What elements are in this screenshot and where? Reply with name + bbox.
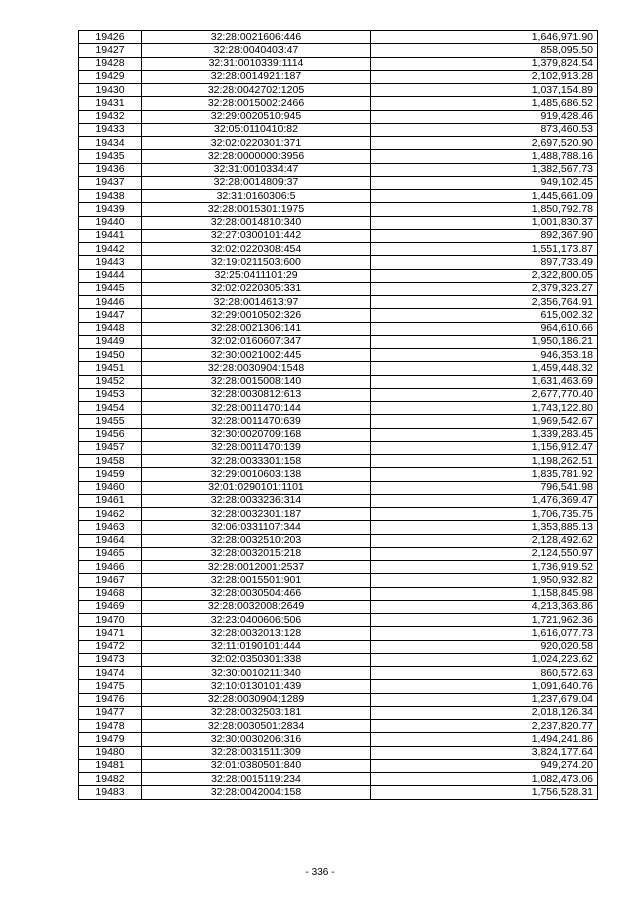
cadastral-number-cell: 32:28:0015008:140 <box>142 375 371 388</box>
row-number-cell: 19459 <box>79 468 142 481</box>
row-number-cell: 19470 <box>79 614 142 627</box>
cadastral-value-cell: 1,037,154.89 <box>371 84 598 97</box>
cadastral-number-cell: 32:01:0380501:840 <box>142 759 371 772</box>
table-row <box>79 547 598 560</box>
cadastral-number-cell: 32:28:0030812:613 <box>142 388 371 401</box>
cadastral-number-cell: 32:28:0040403:47 <box>142 44 371 57</box>
table-row <box>79 110 598 123</box>
cadastral-value-cell: 1,198,262.51 <box>371 455 598 468</box>
cadastral-number-cell: 32:28:0021306:141 <box>142 322 371 335</box>
cadastral-value-cell: 796,541.98 <box>371 481 598 494</box>
cadastral-value-cell: 1,485,686.52 <box>371 97 598 110</box>
cadastral-number-cell: 32:28:0011470:139 <box>142 441 371 454</box>
cadastral-value-cell: 1,756,528.31 <box>371 786 598 799</box>
row-number-cell: 19460 <box>79 481 142 494</box>
row-number-cell: 19426 <box>79 31 142 44</box>
table-row <box>79 84 598 97</box>
row-number-cell: 19450 <box>79 349 142 362</box>
row-number-cell: 19463 <box>79 521 142 534</box>
cadastral-value-cell: 1,445,661.09 <box>371 190 598 203</box>
cadastral-number-cell: 32:25:0411101:29 <box>142 269 371 282</box>
cadastral-number-cell: 32:31:0160306:5 <box>142 190 371 203</box>
cadastral-number-cell: 32:27:0300101:442 <box>142 229 371 242</box>
table-row <box>79 680 598 693</box>
table-row <box>79 375 598 388</box>
row-number-cell: 19454 <box>79 402 142 415</box>
row-number-cell: 19427 <box>79 44 142 57</box>
cadastral-value-cell: 2,128,492.62 <box>371 534 598 547</box>
row-number-cell: 19480 <box>79 746 142 759</box>
cadastral-value-cell: 1,706,735.75 <box>371 508 598 521</box>
cadastral-number-cell: 32:31:0010339:1114 <box>142 57 371 70</box>
table-row <box>79 335 598 348</box>
cadastral-value-cell: 2,379,323.27 <box>371 282 598 295</box>
row-number-cell: 19453 <box>79 388 142 401</box>
cadastral-value-cell: 1,850,792.78 <box>371 203 598 216</box>
table-row <box>79 521 598 534</box>
row-number-cell: 19451 <box>79 362 142 375</box>
row-number-cell: 19447 <box>79 309 142 322</box>
table-row <box>79 296 598 309</box>
cadastral-value-cell: 964,610.66 <box>371 322 598 335</box>
row-number-cell: 19474 <box>79 667 142 680</box>
row-number-cell: 19443 <box>79 256 142 269</box>
cadastral-value-cell: 1,459,448.32 <box>371 362 598 375</box>
cadastral-number-cell: 32:28:0014921:187 <box>142 70 371 83</box>
row-number-cell: 19433 <box>79 123 142 136</box>
row-number-cell: 19431 <box>79 97 142 110</box>
row-number-cell: 19436 <box>79 163 142 176</box>
table-row <box>79 653 598 666</box>
table-row <box>79 600 598 613</box>
table-row <box>79 455 598 468</box>
cadastral-number-cell: 32:28:0014809:37 <box>142 176 371 189</box>
cadastral-number-cell: 32:02:0220305:331 <box>142 282 371 295</box>
row-number-cell: 19473 <box>79 653 142 666</box>
table-row <box>79 137 598 150</box>
cadastral-value-cell: 1,736,919.52 <box>371 561 598 574</box>
row-number-cell: 19482 <box>79 773 142 786</box>
table-row <box>79 349 598 362</box>
table-row <box>79 269 598 282</box>
cadastral-number-cell: 32:06:0331107:344 <box>142 521 371 534</box>
cadastral-value-cell: 873,460.53 <box>371 123 598 136</box>
cadastral-number-cell: 32:02:0220301:371 <box>142 137 371 150</box>
table-row <box>79 203 598 216</box>
table-row <box>79 402 598 415</box>
row-number-cell: 19428 <box>79 57 142 70</box>
table-row <box>79 468 598 481</box>
cadastral-value-table <box>78 30 598 800</box>
row-number-cell: 19438 <box>79 190 142 203</box>
table-row <box>79 561 598 574</box>
cadastral-number-cell: 32:28:0033236:314 <box>142 494 371 507</box>
cadastral-number-cell: 32:28:0042702:1205 <box>142 84 371 97</box>
table-row <box>79 163 598 176</box>
cadastral-value-cell: 1,353,885.13 <box>371 521 598 534</box>
cadastral-value-cell: 949,274.20 <box>371 759 598 772</box>
cadastral-number-cell: 32:28:0032008:2649 <box>142 600 371 613</box>
cadastral-value-cell: 1,721,962.36 <box>371 614 598 627</box>
cadastral-value-cell: 2,322,800.05 <box>371 269 598 282</box>
cadastral-value-cell: 4,213,363.86 <box>371 600 598 613</box>
row-number-cell: 19430 <box>79 84 142 97</box>
row-number-cell: 19434 <box>79 137 142 150</box>
table-row <box>79 534 598 547</box>
cadastral-number-cell: 32:28:0032301:187 <box>142 508 371 521</box>
cadastral-number-cell: 32:28:0000000:3956 <box>142 150 371 163</box>
table-row <box>79 627 598 640</box>
table-row <box>79 256 598 269</box>
cadastral-number-cell: 32:28:0032015:218 <box>142 547 371 560</box>
cadastral-value-cell: 1,082,473.06 <box>371 773 598 786</box>
cadastral-value-cell: 2,677,770.40 <box>371 388 598 401</box>
page-number: - 336 - <box>305 867 335 878</box>
cadastral-value-cell: 1,488,788.16 <box>371 150 598 163</box>
table-row <box>79 282 598 295</box>
row-number-cell: 19469 <box>79 600 142 613</box>
table-row <box>79 640 598 653</box>
table-row <box>79 309 598 322</box>
table-row <box>79 322 598 335</box>
cadastral-value-cell: 2,018,126.34 <box>371 706 598 719</box>
cadastral-value-cell: 1,631,463.69 <box>371 375 598 388</box>
table-row <box>79 31 598 44</box>
row-number-cell: 19465 <box>79 547 142 560</box>
table-row <box>79 70 598 83</box>
table-row <box>79 415 598 428</box>
table-row <box>79 773 598 786</box>
table-row <box>79 362 598 375</box>
cadastral-number-cell: 32:28:0032503:181 <box>142 706 371 719</box>
cadastral-value-cell: 892,367.90 <box>371 229 598 242</box>
cadastral-value-cell: 1,950,186.21 <box>371 335 598 348</box>
row-number-cell: 19461 <box>79 494 142 507</box>
row-number-cell: 19444 <box>79 269 142 282</box>
row-number-cell: 19441 <box>79 229 142 242</box>
cadastral-number-cell: 32:28:0033301:158 <box>142 455 371 468</box>
cadastral-value-cell: 1,379,824.54 <box>371 57 598 70</box>
cadastral-number-cell: 32:30:0021002:445 <box>142 349 371 362</box>
row-number-cell: 19458 <box>79 455 142 468</box>
row-number-cell: 19477 <box>79 706 142 719</box>
cadastral-value-cell: 1,382,567.73 <box>371 163 598 176</box>
cadastral-value-cell: 1,476,369.47 <box>371 494 598 507</box>
cadastral-value-cell: 1,158,845.98 <box>371 587 598 600</box>
table-row <box>79 150 598 163</box>
cadastral-value-cell: 2,102,913.28 <box>371 70 598 83</box>
row-number-cell: 19435 <box>79 150 142 163</box>
row-number-cell: 19476 <box>79 693 142 706</box>
cadastral-number-cell: 32:31:0010334:47 <box>142 163 371 176</box>
cadastral-value-cell: 1,091,640.76 <box>371 680 598 693</box>
table-row <box>79 693 598 706</box>
cadastral-number-cell: 32:28:0031511:309 <box>142 746 371 759</box>
cadastral-number-cell: 32:28:0032013:128 <box>142 627 371 640</box>
row-number-cell: 19439 <box>79 203 142 216</box>
row-number-cell: 19468 <box>79 587 142 600</box>
row-number-cell: 19440 <box>79 216 142 229</box>
cadastral-number-cell: 32:29:0020510:945 <box>142 110 371 123</box>
cadastral-number-cell: 32:28:0032510:203 <box>142 534 371 547</box>
cadastral-number-cell: 32:28:0015301:1975 <box>142 203 371 216</box>
row-number-cell: 19472 <box>79 640 142 653</box>
row-number-cell: 19448 <box>79 322 142 335</box>
row-number-cell: 19452 <box>79 375 142 388</box>
row-number-cell: 19467 <box>79 574 142 587</box>
table-row <box>79 667 598 680</box>
table-row <box>79 720 598 733</box>
cadastral-number-cell: 32:28:0014613:97 <box>142 296 371 309</box>
row-number-cell: 19442 <box>79 243 142 256</box>
row-number-cell: 19446 <box>79 296 142 309</box>
cadastral-number-cell: 32:30:0030206:316 <box>142 733 371 746</box>
cadastral-number-cell: 32:28:0030904:1289 <box>142 693 371 706</box>
cadastral-number-cell: 32:28:0015501:901 <box>142 574 371 587</box>
cadastral-value-cell: 860,572.63 <box>371 667 598 680</box>
cadastral-value-cell: 1,835,781.92 <box>371 468 598 481</box>
cadastral-value-cell: 919,428.46 <box>371 110 598 123</box>
cadastral-value-cell: 1,494,241.86 <box>371 733 598 746</box>
cadastral-value-cell: 1,001,830.37 <box>371 216 598 229</box>
cadastral-number-cell: 32:11:0190101:444 <box>142 640 371 653</box>
cadastral-value-cell: 3,824,177.64 <box>371 746 598 759</box>
table-row <box>79 441 598 454</box>
cadastral-value-cell: 2,697,520.90 <box>371 137 598 150</box>
table-row <box>79 57 598 70</box>
row-number-cell: 19432 <box>79 110 142 123</box>
row-number-cell: 19429 <box>79 70 142 83</box>
table-body <box>79 31 598 800</box>
table-row <box>79 216 598 229</box>
cadastral-number-cell: 32:10:0130101:439 <box>142 680 371 693</box>
table-row <box>79 481 598 494</box>
row-number-cell: 19479 <box>79 733 142 746</box>
table-row <box>79 746 598 759</box>
row-number-cell: 19462 <box>79 508 142 521</box>
cadastral-number-cell: 32:02:0220308:454 <box>142 243 371 256</box>
cadastral-number-cell: 32:28:0042004:158 <box>142 786 371 799</box>
table-row <box>79 587 598 600</box>
cadastral-number-cell: 32:19:0211503:600 <box>142 256 371 269</box>
cadastral-number-cell: 32:28:0030504:466 <box>142 587 371 600</box>
table-row <box>79 190 598 203</box>
cadastral-value-cell: 920,020.58 <box>371 640 598 653</box>
cadastral-value-cell: 946,353.18 <box>371 349 598 362</box>
row-number-cell: 19445 <box>79 282 142 295</box>
cadastral-number-cell: 32:05:0110410:82 <box>142 123 371 136</box>
row-number-cell: 19471 <box>79 627 142 640</box>
cadastral-number-cell: 32:29:0010603:138 <box>142 468 371 481</box>
cadastral-value-cell: 1,969,542.67 <box>371 415 598 428</box>
row-number-cell: 19475 <box>79 680 142 693</box>
cadastral-value-cell: 2,356,764.91 <box>371 296 598 309</box>
cadastral-value-cell: 615,002.32 <box>371 309 598 322</box>
table-row <box>79 614 598 627</box>
table-row <box>79 574 598 587</box>
row-number-cell: 19481 <box>79 759 142 772</box>
cadastral-value-cell: 858,095.50 <box>371 44 598 57</box>
table-row <box>79 706 598 719</box>
table-row <box>79 97 598 110</box>
cadastral-number-cell: 32:28:0030904:1548 <box>142 362 371 375</box>
cadastral-value-cell: 1,339,283.45 <box>371 428 598 441</box>
cadastral-value-cell: 897,733.49 <box>371 256 598 269</box>
cadastral-value-cell: 2,237,820.77 <box>371 720 598 733</box>
cadastral-number-cell: 32:28:0012001:2537 <box>142 561 371 574</box>
cadastral-number-cell: 32:02:0350301:338 <box>142 653 371 666</box>
table-row <box>79 759 598 772</box>
cadastral-number-cell: 32:28:0015002:2466 <box>142 97 371 110</box>
cadastral-number-cell: 32:02:0160607:347 <box>142 335 371 348</box>
cadastral-value-cell: 2,124,550.97 <box>371 547 598 560</box>
cadastral-number-cell: 32:28:0021606:446 <box>142 31 371 44</box>
table-row <box>79 388 598 401</box>
table-row <box>79 176 598 189</box>
row-number-cell: 19464 <box>79 534 142 547</box>
cadastral-number-cell: 32:01:0290101:1101 <box>142 481 371 494</box>
cadastral-number-cell: 32:30:0020709:168 <box>142 428 371 441</box>
cadastral-number-cell: 32:23:0400606:506 <box>142 614 371 627</box>
table-row <box>79 494 598 507</box>
row-number-cell: 19456 <box>79 428 142 441</box>
cadastral-value-cell: 1,743,122.80 <box>371 402 598 415</box>
row-number-cell: 19455 <box>79 415 142 428</box>
table-row <box>79 733 598 746</box>
table-row <box>79 123 598 136</box>
cadastral-number-cell: 32:28:0011470:639 <box>142 415 371 428</box>
row-number-cell: 19457 <box>79 441 142 454</box>
cadastral-value-cell: 1,551,173.87 <box>371 243 598 256</box>
cadastral-value-cell: 1,024,223.62 <box>371 653 598 666</box>
cadastral-value-cell: 1,156,912.47 <box>371 441 598 454</box>
table-row <box>79 786 598 799</box>
cadastral-number-cell: 32:28:0014810:340 <box>142 216 371 229</box>
row-number-cell: 19449 <box>79 335 142 348</box>
cadastral-value-cell: 1,616,077.73 <box>371 627 598 640</box>
cadastral-number-cell: 32:28:0011470:144 <box>142 402 371 415</box>
table-row <box>79 229 598 242</box>
row-number-cell: 19483 <box>79 786 142 799</box>
table-row <box>79 508 598 521</box>
table-row <box>79 243 598 256</box>
cadastral-value-cell: 1,237,679.04 <box>371 693 598 706</box>
row-number-cell: 19478 <box>79 720 142 733</box>
cadastral-value-cell: 1,646,971.90 <box>371 31 598 44</box>
cadastral-value-cell: 949,102.45 <box>371 176 598 189</box>
cadastral-number-cell: 32:30:0010211:340 <box>142 667 371 680</box>
table-row <box>79 44 598 57</box>
cadastral-value-cell: 1,950,932.82 <box>371 574 598 587</box>
table-row <box>79 428 598 441</box>
cadastral-number-cell: 32:29:0010502:326 <box>142 309 371 322</box>
cadastral-number-cell: 32:28:0030501:2834 <box>142 720 371 733</box>
row-number-cell: 19466 <box>79 561 142 574</box>
row-number-cell: 19437 <box>79 176 142 189</box>
cadastral-number-cell: 32:28:0015119:234 <box>142 773 371 786</box>
